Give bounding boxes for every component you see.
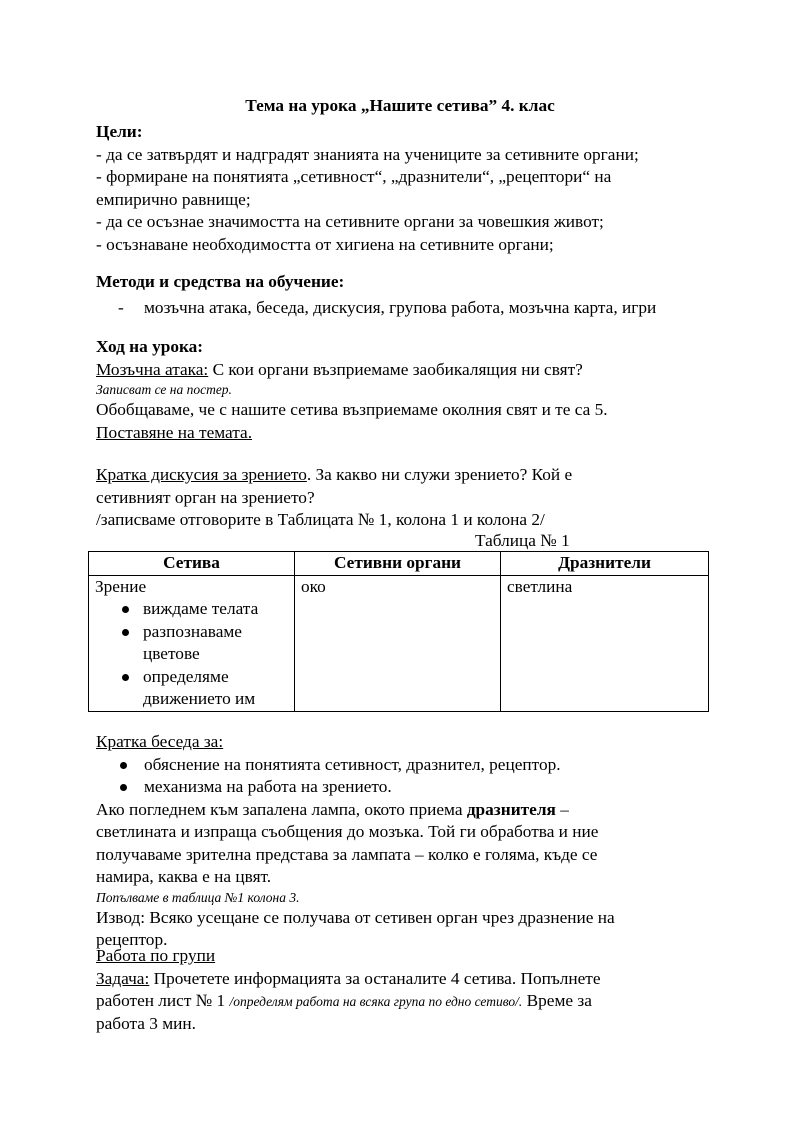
dash-marker: - [118, 297, 124, 317]
stimulus-cell: светлина [501, 575, 709, 711]
bullet-icon [120, 762, 127, 769]
bullet-icon [122, 629, 129, 636]
methods-section [96, 271, 716, 319]
groups-section [96, 945, 716, 1035]
bullet-icon [120, 784, 127, 791]
column-header: Сетива [89, 552, 295, 576]
task-line-1: Задача: Прочетете информацията за останалите 4 сетива. Попълнете [96, 968, 601, 988]
bullet-icon [122, 674, 129, 681]
discussion-line-1 [96, 464, 716, 487]
talk-section [96, 731, 716, 952]
discussion-section [96, 464, 716, 532]
methods-heading: Методи и средства на обучение: [96, 272, 345, 291]
senses-table [88, 551, 709, 712]
brainstorm-label: Мозъчна атака: [96, 359, 209, 379]
lamp-paragraph-line: светлината и изпраща съобщения до мозъка. Той ги обработва и ние [96, 822, 599, 841]
methods-item-text: мозъчна атака, беседа, дискусия, групова работа, мозъчна карта, игри [144, 297, 657, 317]
lesson-title: Тема на урока „Нашите сетива” 4. клас [245, 96, 555, 115]
task-note: /определям работа на всяка група по едно сетиво/. [229, 994, 523, 1009]
goal-line: емпирично равнище; [96, 189, 251, 209]
column-header: Сетивни органи [295, 552, 501, 576]
list-item: определяме движението им [95, 666, 288, 711]
methods-item [96, 297, 716, 320]
task-label: Задача: [96, 968, 150, 988]
list-item: разпознаваме цветове [95, 621, 288, 666]
summary-line: Обобщаваме, че с нашите сетива възприемаме околния свят и те са 5. [96, 400, 608, 419]
sense-items [95, 598, 288, 711]
lamp-paragraph-line-1: Ако погледнем към запалена лампа, окото приема дразнителя – [96, 799, 569, 819]
lamp-paragraph-line: получаваме зрителна представа за лампата – колко е голяма, къде се [96, 844, 598, 864]
stimulus-term: дразнителя [466, 799, 556, 819]
goals-section [96, 121, 716, 256]
list-item: обяснение на понятията сетивност, дразнител, рецептор. [96, 754, 716, 777]
topic-setting: Поставяне на темата. [96, 422, 253, 442]
task-line-3: работа 3 мин. [96, 1013, 196, 1033]
goal-line: - осъзнаване необходимостта от хигиена на сетивните органи; [96, 234, 554, 254]
brainstorm-text: С кои органи възприемаме заобикалящия ни свят? [208, 359, 583, 379]
brainstorm-line [96, 359, 716, 382]
goal-line: - да се осъзнае значимостта на сетивните органи за човешкия живот; [96, 212, 604, 231]
task-line-2: работен лист № 1 /определям работа на всяка група по едно сетиво/. Време за [96, 991, 592, 1010]
list-item: механизма на работа на зрението. [96, 776, 716, 799]
discussion-label: Кратка дискусия за зрението [96, 465, 307, 484]
course-section [96, 336, 716, 444]
conclusion-line-2: рецептор. [96, 930, 168, 949]
goal-line: - да се затвърдят и надградят знанията на учениците за сетивните органи; [96, 144, 639, 164]
fill-note: Попълваме в таблица №1 колона 3. [96, 889, 300, 905]
lamp-paragraph-line: намира, каква е на цвят. [96, 867, 272, 886]
groups-heading: Работа по групи [96, 946, 216, 965]
list-item: виждаме телата [95, 598, 288, 621]
goal-line: - формиране на понятията „сетивност“, „дразнители“, „рецептори“ на [96, 167, 612, 186]
sense-name: Зрение [95, 576, 147, 596]
goals-heading: Цели: [96, 122, 143, 141]
table-header-row [89, 552, 709, 576]
table-row [89, 575, 709, 711]
column-header: Дразнители [501, 552, 709, 576]
course-heading: Ход на урока: [96, 337, 204, 356]
table-caption: Таблица № 1 [475, 531, 570, 550]
discussion-line-3: /записваме отговорите в Таблицата № 1, колона 1 и колона 2/ [96, 510, 545, 529]
talk-items [96, 754, 716, 799]
bullet-icon [122, 606, 129, 613]
poster-note: Записват се на постер. [96, 382, 232, 397]
conclusion-line-1: Извод: Всяко усещане се получава от сетивен орган чрез дразнение на [96, 907, 615, 927]
discussion-question: . За какво ни служи зрението? Кой е [306, 465, 573, 484]
discussion-line-2: сетивният орган на зрението? [96, 487, 315, 507]
sense-cell [89, 575, 295, 711]
talk-label: Кратка беседа за: [96, 732, 224, 751]
organ-cell: око [295, 575, 501, 711]
